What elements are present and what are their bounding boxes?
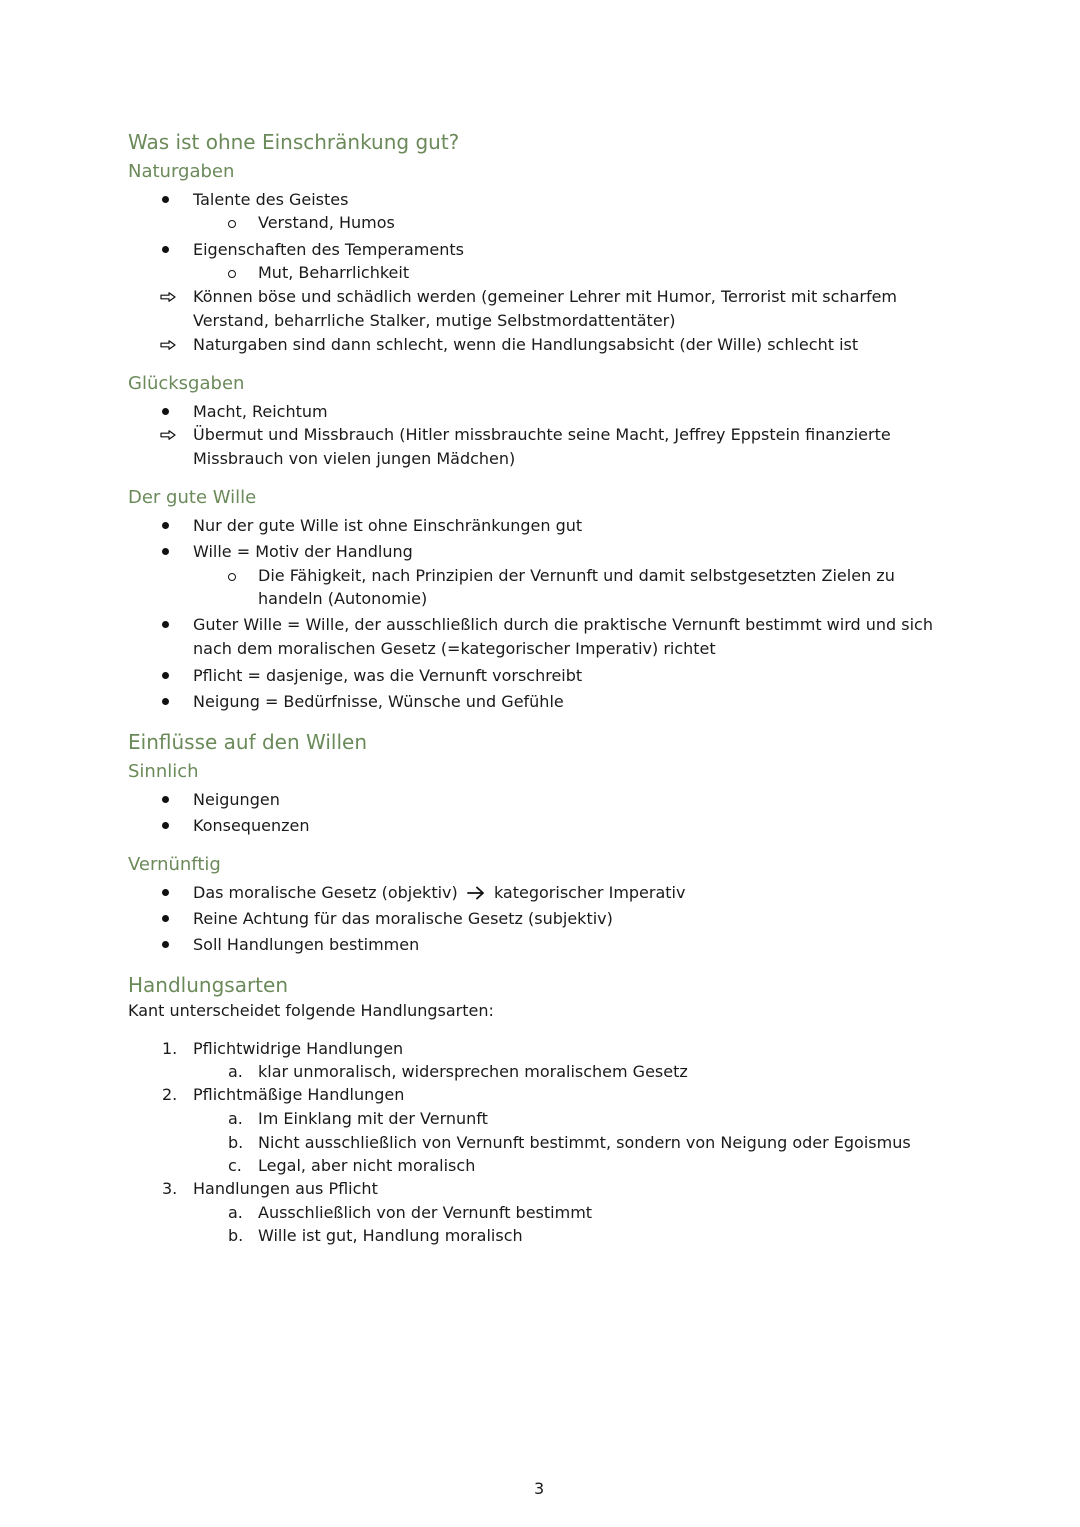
outline-arrow-icon bbox=[160, 340, 176, 350]
handlungsart-3b: Wille ist gut, Handlung moralisch bbox=[258, 1226, 523, 1245]
naturgaben-bullet-2-sub: Mut, Beharrlichkeit bbox=[258, 263, 410, 282]
vernuenftig-heading: Vernünftig bbox=[128, 854, 221, 875]
bullet-dot bbox=[162, 522, 169, 529]
bullet-dot bbox=[162, 822, 169, 829]
naturgaben-bullet-2: Eigenschaften des Temperaments bbox=[193, 240, 464, 259]
handlungsart-1a: klar unmoralisch, widersprechen moralischem Gesetz bbox=[258, 1062, 688, 1081]
gute-wille-bullet-3-line1: Guter Wille = Wille, der ausschließlich durch die praktische Vernunft bestimmt wird und sich bbox=[193, 615, 933, 634]
naturgaben-arrow-2: Naturgaben sind dann schlecht, wenn die Handlungsabsicht (der Wille) schlecht ist bbox=[193, 335, 859, 354]
bullet-dot bbox=[162, 796, 169, 803]
handlungsart-2c: Legal, aber nicht moralisch bbox=[258, 1156, 476, 1175]
sub-bullet-circle bbox=[228, 220, 236, 228]
handlungsarten-title: Handlungsarten bbox=[128, 973, 288, 997]
handlungsart-2a: Im Einklang mit der Vernunft bbox=[258, 1109, 488, 1128]
vernuenftig-bullet-1 bbox=[193, 883, 685, 903]
list-letter: a. bbox=[228, 1203, 243, 1222]
bullet-dot bbox=[162, 941, 169, 948]
naturgaben-bullet-1: Talente des Geistes bbox=[193, 190, 349, 209]
handlungsart-2b: Nicht ausschließlich von Vernunft bestimmt, sondern von Neigung oder Egoismus bbox=[258, 1133, 911, 1152]
list-number: 2. bbox=[162, 1085, 178, 1104]
vernuenftig-bullet-1-pre: Das moralische Gesetz (objektiv) bbox=[193, 883, 458, 902]
list-letter: a. bbox=[228, 1109, 243, 1128]
gute-wille-bullet-4: Pflicht = dasjenige, was die Vernunft vorschreibt bbox=[193, 666, 583, 685]
naturgaben-heading: Naturgaben bbox=[128, 161, 235, 182]
right-arrow-icon bbox=[467, 886, 485, 900]
bullet-dot bbox=[162, 621, 169, 628]
list-letter: b. bbox=[228, 1133, 244, 1152]
main-title: Was ist ohne Einschränkung gut? bbox=[128, 130, 460, 154]
handlungsart-2: Pflichtmäßige Handlungen bbox=[193, 1085, 405, 1104]
bullet-dot bbox=[162, 196, 169, 203]
gute-wille-heading: Der gute Wille bbox=[128, 487, 257, 508]
sinnlich-heading: Sinnlich bbox=[128, 761, 199, 782]
gute-wille-bullet-2-sub-line2: handeln (Autonomie) bbox=[258, 589, 428, 608]
handlungsart-3a: Ausschließlich von der Vernunft bestimmt bbox=[258, 1203, 593, 1222]
einfluesse-title: Einflüsse auf den Willen bbox=[128, 730, 367, 754]
list-letter: b. bbox=[228, 1226, 244, 1245]
gluecksgaben-heading: Glücksgaben bbox=[128, 373, 245, 394]
bullet-dot bbox=[162, 915, 169, 922]
list-number: 1. bbox=[162, 1039, 178, 1058]
page-number: 3 bbox=[534, 1479, 545, 1498]
sinnlich-bullet-1: Neigungen bbox=[193, 790, 280, 809]
naturgaben-arrow-1-line1: Können böse und schädlich werden (gemeiner Lehrer mit Humor, Terrorist mit scharfem bbox=[193, 287, 898, 306]
gluecksgaben-arrow-line2: Missbrauch von vielen jungen Mädchen) bbox=[193, 449, 516, 468]
bullet-dot bbox=[162, 408, 169, 415]
gute-wille-bullet-2: Wille = Motiv der Handlung bbox=[193, 542, 413, 561]
outline-arrow-icon bbox=[160, 292, 176, 302]
bullet-dot bbox=[162, 246, 169, 253]
list-letter: c. bbox=[228, 1156, 242, 1175]
handlungsart-3: Handlungen aus Pflicht bbox=[193, 1179, 378, 1198]
sub-bullet-circle bbox=[228, 270, 236, 278]
gute-wille-bullet-1: Nur der gute Wille ist ohne Einschränkungen gut bbox=[193, 516, 583, 535]
gute-wille-bullet-5: Neigung = Bedürfnisse, Wünsche und Gefühle bbox=[193, 692, 564, 711]
sinnlich-bullet-2: Konsequenzen bbox=[193, 816, 310, 835]
list-letter: a. bbox=[228, 1062, 243, 1081]
bullet-dot bbox=[162, 672, 169, 679]
outline-arrow-icon bbox=[160, 430, 176, 440]
vernuenftig-bullet-2: Reine Achtung für das moralische Gesetz (subjektiv) bbox=[193, 909, 613, 928]
gluecksgaben-arrow-line1: Übermut und Missbrauch (Hitler missbrauchte seine Macht, Jeffrey Eppstein finanzierte bbox=[193, 425, 891, 444]
bullet-dot bbox=[162, 889, 169, 896]
handlungsart-1: Pflichtwidrige Handlungen bbox=[193, 1039, 404, 1058]
naturgaben-bullet-1-sub: Verstand, Humos bbox=[258, 213, 395, 232]
vernuenftig-bullet-1-post: kategorischer Imperativ bbox=[493, 883, 686, 902]
sub-bullet-circle bbox=[228, 573, 236, 581]
gute-wille-bullet-2-sub-line1: Die Fähigkeit, nach Prinzipien der Vernunft und damit selbstgesetzten Zielen zu bbox=[258, 566, 895, 585]
bullet-dot bbox=[162, 698, 169, 705]
list-number: 3. bbox=[162, 1179, 178, 1198]
bullet-dot bbox=[162, 548, 169, 555]
vernuenftig-bullet-3: Soll Handlungen bestimmen bbox=[193, 935, 420, 954]
gute-wille-bullet-3-line2: nach dem moralischen Gesetz (=kategorischer Imperativ) richtet bbox=[193, 639, 716, 658]
handlungsarten-intro: Kant unterscheidet folgende Handlungsarten: bbox=[128, 1001, 494, 1020]
naturgaben-arrow-1-line2: Verstand, beharrliche Stalker, mutige Selbstmordattentäter) bbox=[193, 311, 676, 330]
gluecksgaben-bullet-1: Macht, Reichtum bbox=[193, 402, 328, 421]
